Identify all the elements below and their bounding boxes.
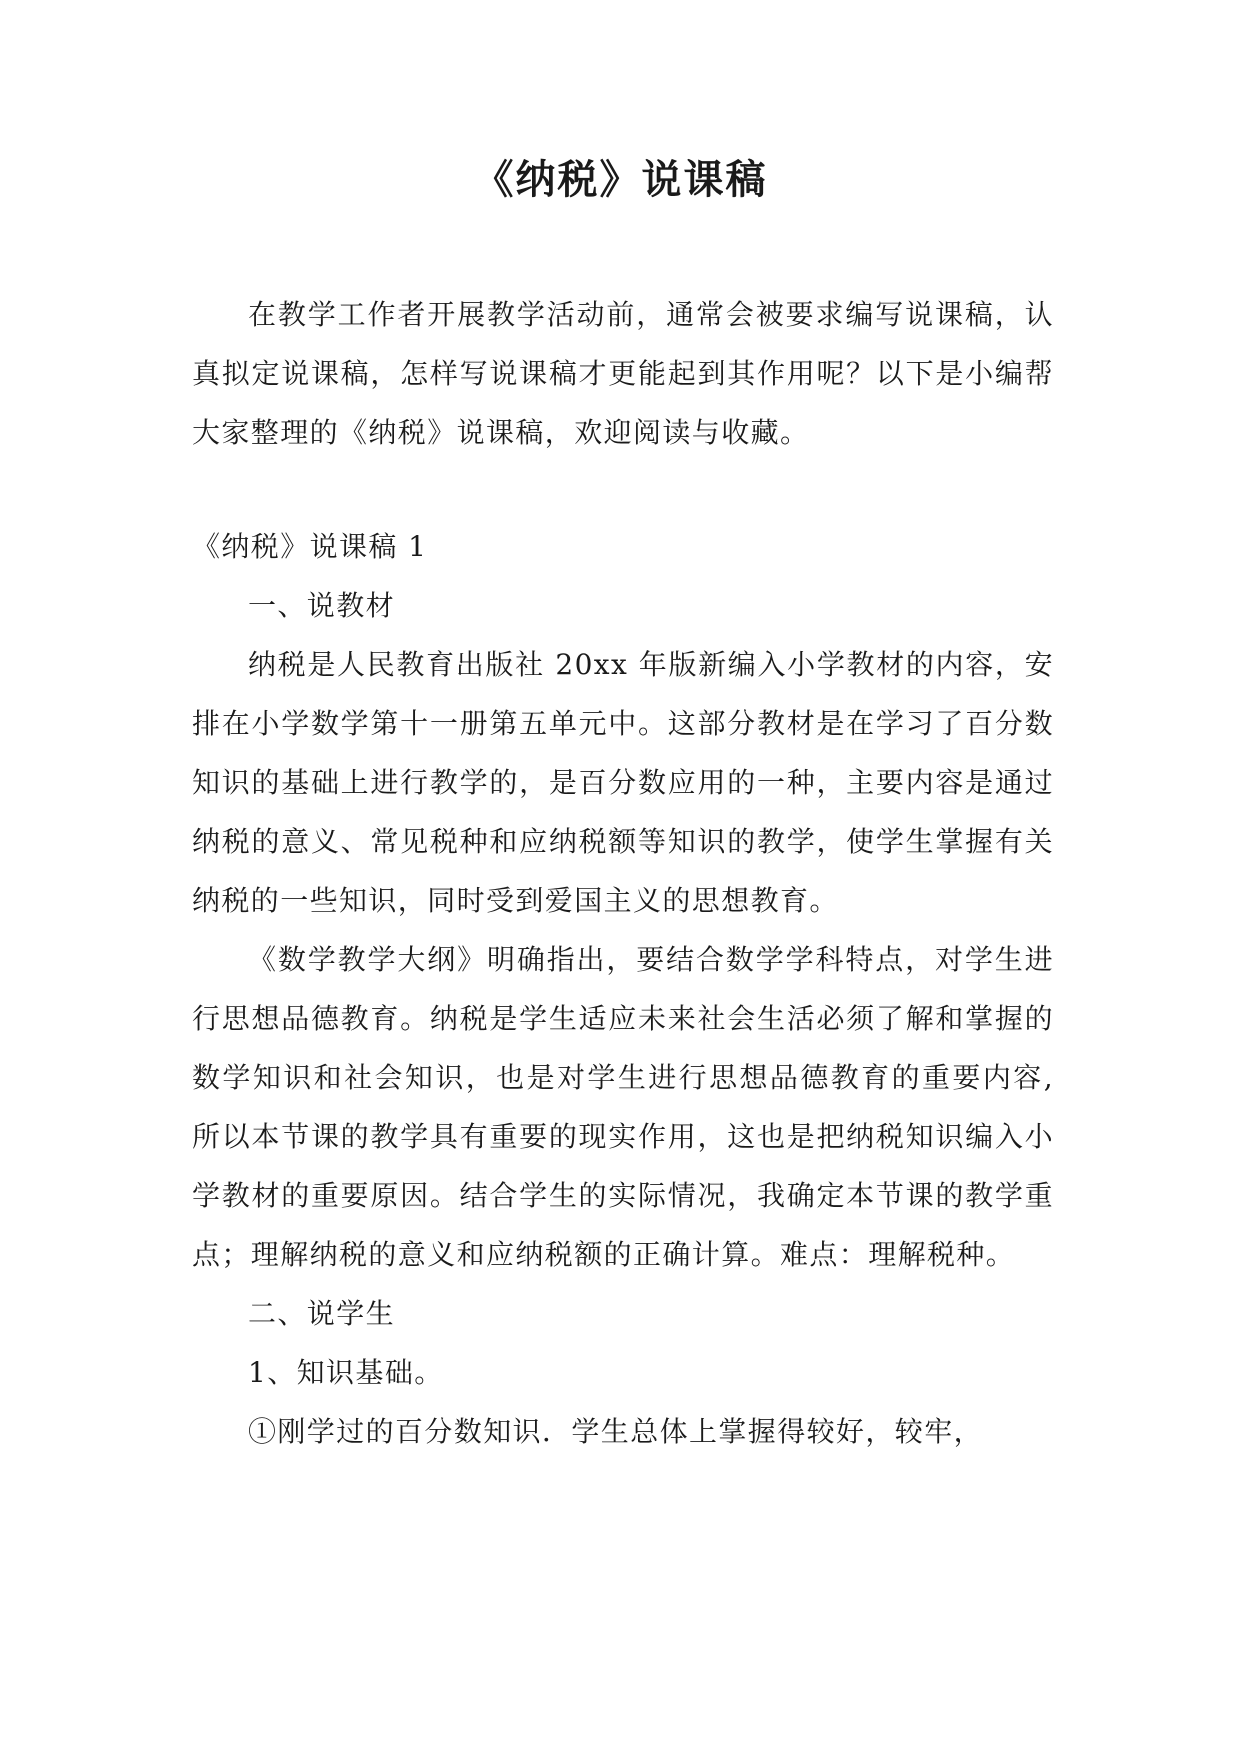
document-title: 《纳税》说课稿 [473,157,768,203]
intro-block [192,285,1054,462]
heading-students: 二、说学生 [248,1297,396,1330]
item-knowledge-base: 1、知识基础。 [248,1356,444,1389]
paragraph-textbook: 纳税是人民教育出版社 20xx 年版新编入小学教材的内容，安排在小学数学第十一册第五单元中。这部分教材是在学习了百分数知识的基础上进行教学的，是百分数应用的一种，主要内容是通过纳税的意义、常见税种和应纳税额等知识的教学，使学生掌握有关纳税的一些知识，同时受到爱国主义的思想教育。 [192,648,1054,917]
item-percentage-knowledge: ①刚学过的百分数知识．学生总体上掌握得较好，较牢， [248,1415,984,1448]
paragraph-syllabus: 《数学教学大纲》明确指出，要结合数学学科特点，对学生进行思想品德教育。纳税是学生适应未来社会生活必须了解和掌握的数学知识和社会知识，也是对学生进行思想品德教育的重要内容,所以本节课的教学具有重要的现实作用，这也是把纳税知识编入小学教材的重要原因。结合学生的实际情况，我确定本节课的教学重点；理解纳税的意义和应纳税额的正确计算。难点：理解税种。 [192,943,1054,1271]
intro-paragraph: 在教学工作者开展教学活动前，通常会被要求编写说课稿，认真拟定说课稿，怎样写说课稿才更能起到其作用呢？以下是小编帮大家整理的《纳税》说课稿，欢迎阅读与收藏。 [192,298,1054,449]
main-content [192,517,1054,1461]
heading-textbook: 一、说教材 [248,589,396,622]
section-title: 《纳税》说课稿 1 [192,530,428,563]
